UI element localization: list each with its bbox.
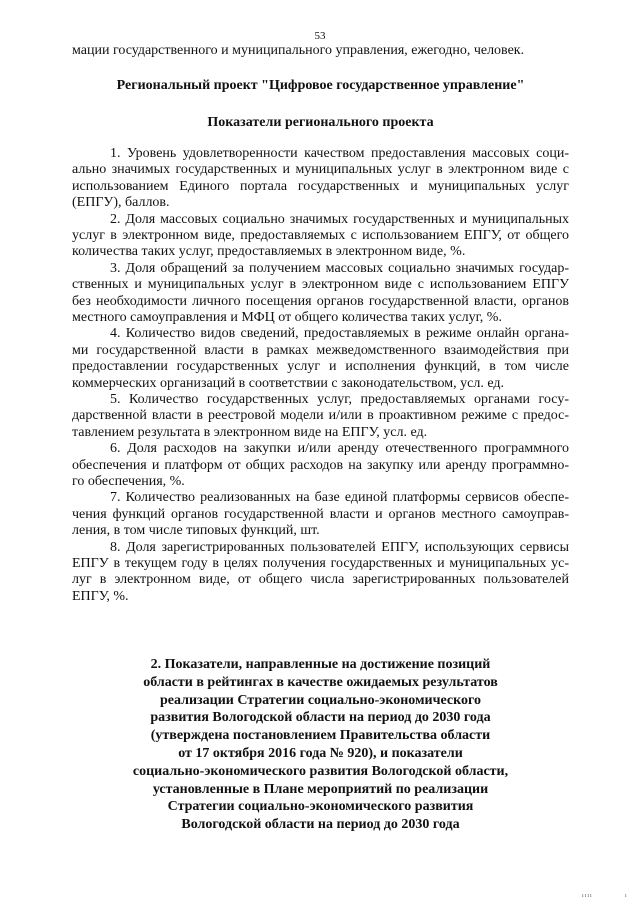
section-2-line: Вологодской области на период до 2030 года <box>181 817 460 833</box>
indicator-5-line: 5. Количество государственных услуг, предоставляемых органами госу- <box>110 392 569 407</box>
indicator-3-line: местного самоуправления и МФЦ от общего количества таких услуг, %. <box>72 310 502 325</box>
indicator-1-line: 1. Уровень удовлетворенности качеством предоставления массовых соци- <box>110 146 569 161</box>
indicators-heading: Показатели регионального проекта <box>207 115 434 130</box>
corner-mark: ıııı <box>582 893 593 899</box>
section-2-line: от 17 октября 2016 года № 920), и показатели <box>178 746 463 761</box>
section-2-line: области в рейтингах в качестве ожидаемых результатов <box>143 674 498 690</box>
section-2-line: развития Вологодской области на период до 2030 года <box>150 710 491 726</box>
section-2-line: Стратегии социально-экономического развития <box>167 799 474 815</box>
indicator-8-line: ЕПГУ, %. <box>72 588 129 604</box>
indicator-4-line: коммерческих организаций в соответствии с законодательством, усл. ед. <box>72 375 505 391</box>
indicator-3-line: без необходимости личного посещения органов государственной власти, органов <box>72 293 569 309</box>
indicator-1-line: ально значимых государственных и муниципальных услуг в электронном виде с <box>72 162 569 178</box>
indicator-4-line: предоставлении государственных услуг и исполнения функций, в том числе <box>72 359 569 375</box>
indicator-6-line: обеспечения и платформ от общих расходов на закупку или аренду программно- <box>72 457 569 473</box>
indicator-2-line: 2. Доля массовых социально значимых государственных и муниципальных <box>110 211 569 227</box>
corner-mark: ı <box>625 893 628 899</box>
indicator-7-line: 7. Количество реализованных на базе единой платформы сервисов обеспе- <box>110 490 569 506</box>
section-2-line: установленные в Плане мероприятий по реализации <box>152 781 489 797</box>
indicator-8-line: ЕПГУ в текущем году в целях получения государственных и муниципальных ус- <box>72 556 569 571</box>
indicator-5-line: дарственной власти в реестровой модели и/или в проактивном режиме с предос- <box>72 408 569 424</box>
indicator-5-line: тавлением результата в электронном виде на ЕПГУ, усл. ед. <box>72 424 428 440</box>
intro-line: мации государственного и муниципального управления, ежегодно, человек. <box>72 43 525 58</box>
indicator-1-line: (ЕПГУ), баллов. <box>72 195 170 211</box>
indicator-2-line: услуг в электронном виде, предоставляемых с использованием ЕПГУ, от общего <box>72 228 569 243</box>
indicator-2-line: количества таких услуг, предоставляемых в электронном виде, %. <box>72 244 466 260</box>
indicator-3-line: ственных и муниципальных услуг в электронном виде с использованием ЕПГУ <box>72 277 569 293</box>
section-2-line: (утверждена постановлением Правительства области <box>150 728 491 744</box>
indicator-7-line: ления, в том числе типовых функций, шт. <box>72 523 320 539</box>
indicator-4-line: 4. Количество видов сведений, предоставляемых в режиме онлайн органа- <box>110 326 569 342</box>
indicator-3-line: 3. Доля обращений за получением массовых социально значимых государ- <box>110 260 569 276</box>
page-number: 53 <box>314 30 326 42</box>
section-2-line: 2. Показатели, направленные на достижение позиций <box>150 657 491 672</box>
section-2-line: социально-экономического развития Вологодской области, <box>132 763 509 779</box>
project-title: Региональный проект "Цифровое государственное управление" <box>116 78 525 93</box>
indicator-7-line: чения функций органов государственной власти и органов местного самоуправ- <box>72 506 569 522</box>
indicator-4-line: ми государственной власти в рамках межведомственного взаимодействия при <box>72 342 569 358</box>
indicator-1-line: использованием Единого портала государственных и муниципальных услуг <box>72 178 569 194</box>
section-2-line: реализации Стратегии социально-экономического <box>159 692 482 708</box>
indicator-6-line: го обеспечения, %. <box>72 474 185 489</box>
indicator-8-line: 8. Доля зарегистрированных пользователей ЕПГУ, использующих сервисы <box>110 539 569 555</box>
indicator-6-line: 6. Доля расходов на закупки и/или аренду отечественного программного <box>110 441 569 457</box>
indicator-8-line: луг в электронном виде, от общего числа зарегистрированных пользователей <box>72 572 569 588</box>
